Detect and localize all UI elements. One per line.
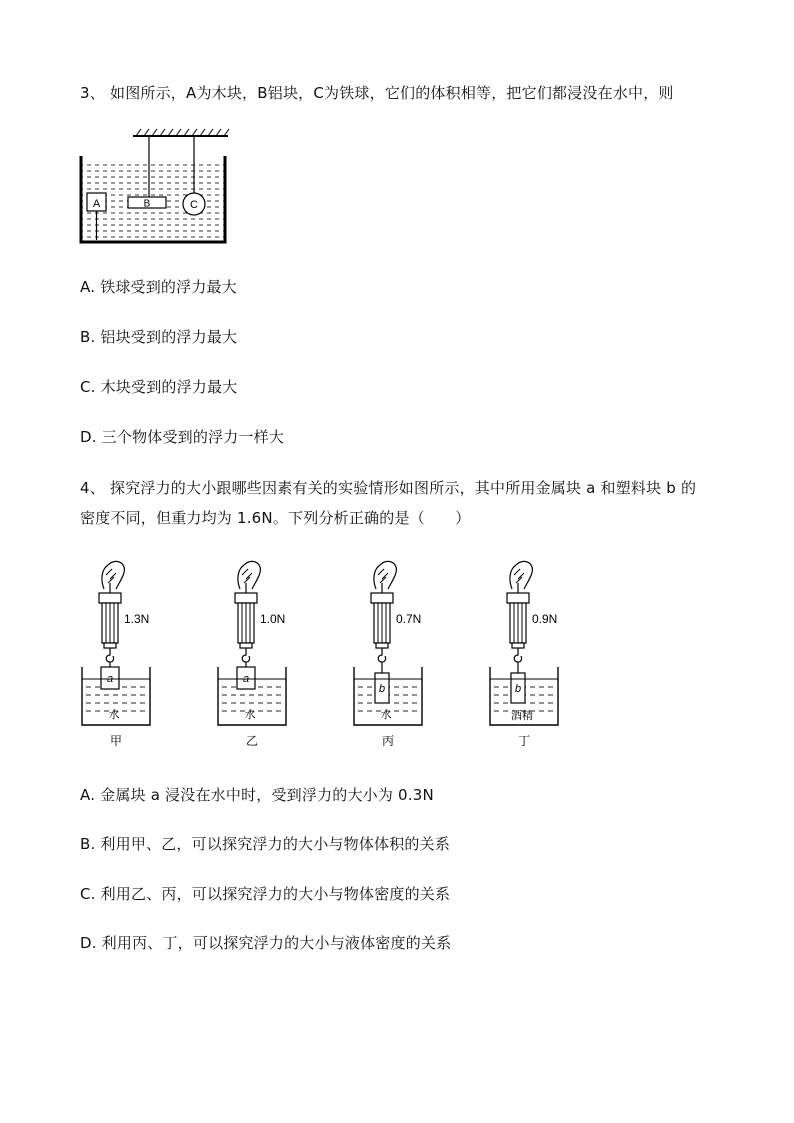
q4-option-a: A. 金属块 a 浸没在水中时，受到浮力的大小为 0.3N [80, 786, 434, 804]
scale-reading: 0.9N [532, 612, 558, 626]
q4-option-c: C. 利用乙、丙，可以探究浮力的大小与物体密度的关系 [80, 885, 451, 903]
q3-option-b: B. 铝块受到的浮力最大 [80, 328, 238, 346]
scale-reading: 1.3N [124, 612, 150, 626]
q4-option-d: D. 利用丙、丁，可以探究浮力的大小与液体密度的关系 [80, 934, 452, 952]
spring-scale-icon [235, 593, 257, 667]
q4-panel-2 [216, 555, 356, 755]
q4-panel-1 [80, 555, 220, 755]
q4-stem-line1 [80, 477, 696, 498]
panel-caption: 甲 [109, 734, 123, 748]
spring-scale-icon [371, 593, 393, 673]
q3-stem [80, 82, 674, 103]
q4-stem-text-1: 探究浮力的大小跟哪些因素有关的实验情形如图所示，其中所用金属块 a 和塑料块 b 的 [110, 479, 697, 497]
liquid-label: 酒精 [511, 710, 533, 722]
q4-option-b: B. 利用甲、乙，可以探究浮力的大小与物体体积的关系 [80, 835, 451, 853]
liquid-label: 水 [108, 709, 120, 721]
hand-icon [238, 561, 260, 593]
hand-icon [510, 561, 532, 593]
q3-figure [78, 126, 232, 246]
q4-water [222, 687, 281, 711]
q3-label-a: A [92, 198, 101, 210]
spring-scale-icon [99, 593, 121, 667]
block-label: b [514, 683, 522, 695]
q3-option-c: C. 木块受到的浮力最大 [80, 378, 238, 396]
block-label: b [378, 683, 386, 695]
panel-caption: 丙 [381, 734, 395, 748]
q4-stem-line2: 密度不同，但重力均为 1.6N。下列分析正确的是（ ） [80, 509, 471, 527]
q4-water [86, 687, 145, 711]
liquid-label: 水 [380, 709, 392, 721]
q4-panel-4 [488, 555, 628, 755]
q4-number: 4、 [80, 479, 105, 497]
q3-stem-text: 如图所示，A为木块，B铝块，C为铁球，它们的体积相等，把它们都浸没在水中，则 [110, 84, 674, 102]
liquid-label: 水 [244, 709, 256, 721]
q3-number: 3、 [80, 84, 105, 102]
panel-caption: 丁 [517, 734, 531, 748]
q4-panel-3 [352, 555, 492, 755]
hand-icon [374, 561, 396, 593]
q3-label-b: B [143, 198, 151, 210]
q3-option-d: D. 三个物体受到的浮力一样大 [80, 428, 285, 446]
q3-ceiling [133, 129, 229, 136]
q3-option-a: A. 铁球受到的浮力最大 [80, 278, 237, 296]
q3-label-c: C [190, 199, 198, 211]
block-label: a [242, 673, 250, 685]
scale-reading: 1.0N [260, 612, 286, 626]
scale-reading: 0.7N [396, 612, 422, 626]
block-label: a [106, 673, 114, 685]
hand-icon [102, 561, 124, 593]
spring-scale-icon [507, 593, 529, 673]
panel-caption: 乙 [245, 734, 259, 748]
